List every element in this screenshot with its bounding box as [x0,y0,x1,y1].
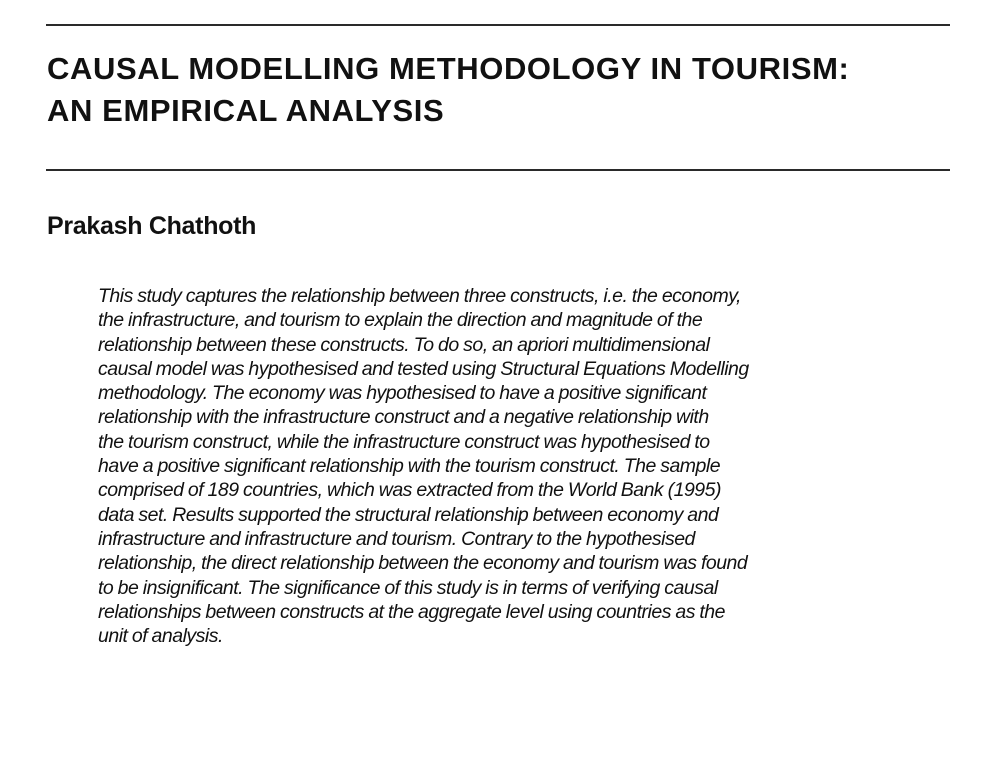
abstract-line: the infrastructure, and tourism to explain the direction and magnitude of the [98,309,703,332]
abstract-line: have a positive significant relationship with the tourism construct. The sample [98,455,721,478]
abstract-line: infrastructure and infrastructure and tourism. Contrary to the hypothesised [98,527,695,550]
abstract-line: This study captures the relationship between three constructs, i.e. the economy, [98,285,741,307]
abstract-line: comprised of 189 countries, which was extracted from the World Bank (1995) [98,479,721,502]
paper-title [47,48,957,132]
bottom-rule [46,169,950,171]
abstract-line: relationship between these constructs. To do so, an apriori multidimensional [98,333,710,356]
abstract-line: causal model was hypothesised and tested using Structural Equations Modelling [98,357,749,380]
title-line: AN EMPIRICAL ANALYSIS [47,93,445,128]
abstract-line: the tourism construct, while the infrastructure construct was hypothesised to [98,430,710,453]
abstract-line: data set. Results supported the structural relationship between economy and [98,503,719,526]
abstract-line: relationship, the direct relationship between the economy and tourism was found [98,552,748,575]
abstract-line: to be insignificant. The significance of this study is in terms of verifying causal [98,576,718,599]
abstract-line: relationship with the infrastructure construct and a negative relationship with [98,406,709,429]
abstract-line: relationships between constructs at the aggregate level using countries as the [98,600,725,623]
abstract-line: unit of analysis. [98,625,223,648]
abstract-line: methodology. The economy was hypothesised to have a positive significant [98,382,707,405]
top-rule [46,24,950,26]
title-line: CAUSAL MODELLING METHODOLOGY IN TOURISM: [47,51,850,86]
abstract [98,284,918,648]
author-name: Prakash Chathoth [47,212,257,240]
